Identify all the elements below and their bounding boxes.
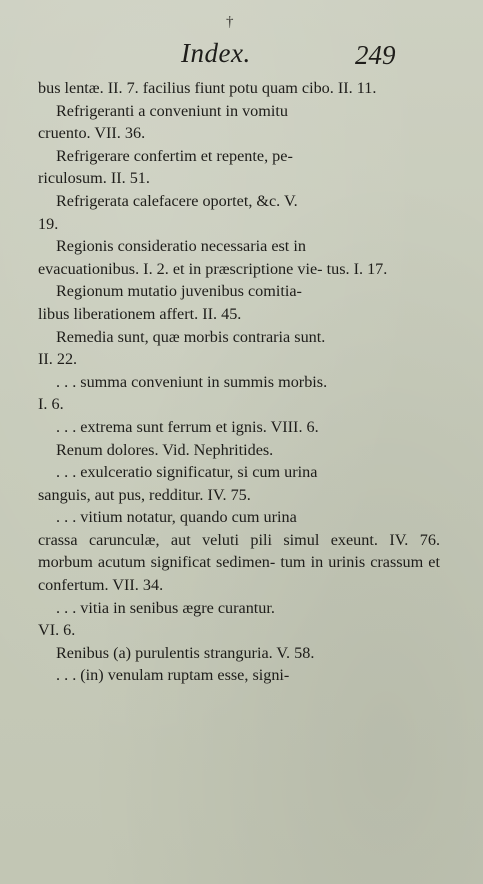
index-entry — [38, 145, 440, 190]
index-entry — [38, 235, 440, 280]
entry-continuation: evacuationibus. I. 2. et in præscriptione vie- tus. I. 17. — [38, 259, 388, 278]
entry-headline: . . . vitia in senibus ægre curantur. — [56, 598, 275, 617]
entry-headline: Refrigerata calefacere oportet, &c. V. — [56, 191, 298, 210]
index-entry — [38, 100, 440, 145]
index-entry — [38, 597, 440, 642]
entry-headline: Renum dolores. Vid. Nephritides. — [56, 440, 274, 459]
entry-headline: Refrigerare confertim et repente, pe- — [56, 146, 293, 165]
index-entry — [38, 326, 440, 371]
index-entry — [38, 506, 440, 596]
entry-continuation: sanguis, aut pus, redditur. IV. 75. — [38, 485, 251, 504]
entry-headline: Regionis consideratio necessaria est in — [56, 237, 306, 256]
index-entry — [38, 664, 440, 687]
entry-continuation: 19. — [38, 214, 59, 233]
index-entry — [38, 642, 440, 665]
index-text — [38, 77, 440, 687]
entry-headline: Regionum mutatio juvenibus comitia- — [56, 282, 302, 301]
entry-headline: Refrigeranti a conveniunt in vomitu — [56, 101, 288, 120]
entry-headline: Remedia sunt, quæ morbis contraria sunt. — [56, 327, 326, 346]
entry-headline: Renibus (a) purulentis stranguria. V. 58. — [56, 643, 315, 662]
entry-continuation: crassa carunculæ, aut veluti pili simul exeunt. IV. 76. morbum acutum significat sedimen- tum in urinis crassum et confertum. VII. 34. — [38, 530, 440, 595]
index-entry — [38, 439, 440, 462]
entry-headline: . . . exulceratio significatur, si cum urina — [56, 463, 318, 482]
entry-continuation: bus lentæ. II. 7. facilius fiunt potu quam cibo. II. 11. — [38, 79, 377, 97]
page-header — [0, 38, 483, 78]
index-entry — [38, 190, 440, 235]
page-number: 249 — [355, 40, 396, 70]
entry-continuation: libus liberationem affert. II. 45. — [38, 304, 242, 323]
entry-continuation: II. 22. — [38, 350, 78, 369]
index-entry — [38, 371, 440, 416]
index-entry — [38, 280, 440, 325]
entry-headline: . . . summa conveniunt in summis morbis. — [56, 372, 328, 391]
entry-continuation: riculosum. II. 51. — [38, 169, 150, 188]
header-title: Index. — [181, 38, 251, 68]
entry-continuation: I. 6. — [38, 395, 64, 414]
entry-headline: . . . (in) venulam ruptam esse, signi- — [56, 666, 290, 685]
top-mark: † — [226, 14, 234, 30]
entry-headline: . . . extrema sunt ferrum et ignis. VIII. 6. — [56, 417, 319, 436]
entry-continuation: VI. 6. — [38, 621, 76, 640]
index-entry — [38, 416, 440, 439]
index-entry — [38, 461, 440, 506]
entry-continuation: cruento. VII. 36. — [38, 124, 146, 143]
index-entry — [38, 77, 440, 100]
entry-headline: . . . vitium notatur, quando cum urina — [56, 508, 297, 527]
